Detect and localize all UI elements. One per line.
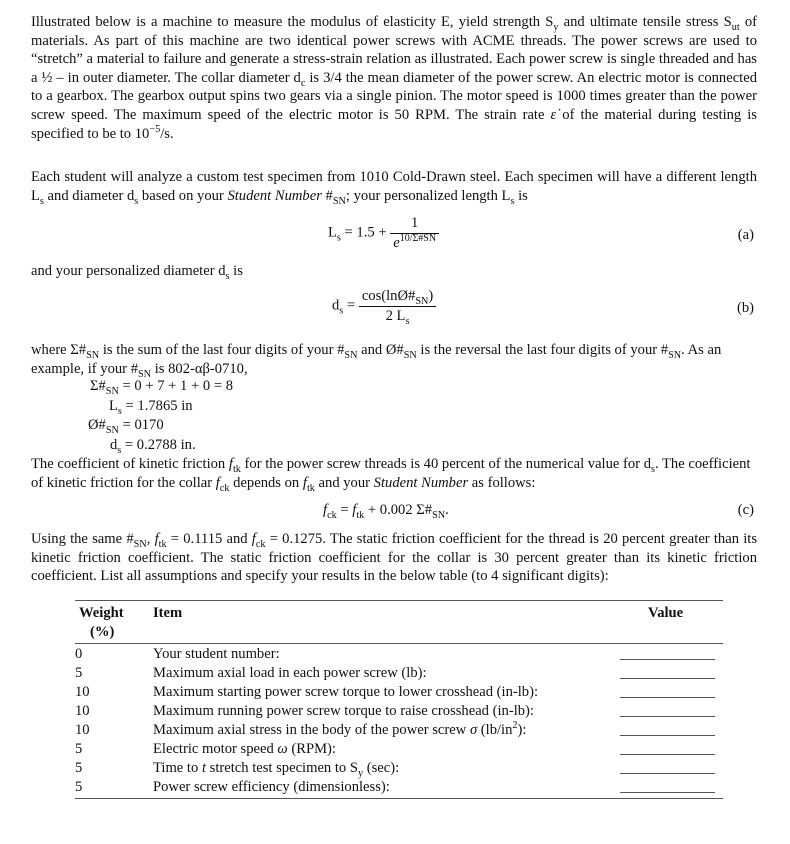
row-weight: 10 [75,722,90,738]
header-item: Item [153,605,183,621]
equation-a-label: (a) [737,227,754,243]
using-paragraph: Using the same $\#_{SN}$, $f_{tk} = 0.1115$ and $f_{ck} = 0.1275$. The static friction coefficient for the thread is 20 percent greater than its kinetic friction coefficient. The static friction coefficient for the collar is 30 percent greater than its kinetic friction coefficient. List all assumptions and specify your results in the below table (to 4 significant digits): [31,531,757,585]
value-blank[interactable] [620,759,715,774]
intro-paragraph: Illustrated below is a machine to measure the modulus of elasticity E, yield strength $S_y$ and ultimate tensile stress $S_{ut}$ of materials. As part of this machine are two identical power screws with ACME threads. The power screws are used to “stretch” a material to failure and generate a stress-strain relation as illustrated. Each power screw is single threaded and has a ½ – in outer diameter. The collar diameter $d_c$ is 3/4 the mean diameter of the power screw. An electric motor is connected to a gearbox. The gearbox output spins two gears via a single pinion. The motor speed is 1000 times greater than the power screw speed. The maximum speed of the electric motor is 50 RPM. The strain rate ε̇ of the material during testing is specified to be to $10^{-5}/s$. [31,14,757,142]
example-diameter: $d_s = 0.2788$ in. [110,437,196,456]
row-weight: 5 [75,665,83,681]
row-weight: 0 [75,646,83,662]
value-blank[interactable] [620,721,715,736]
value-blank[interactable] [620,702,715,717]
table-top-rule [75,600,723,601]
header-weight: Weight [79,605,124,621]
equation-b-label: (b) [736,300,754,316]
table-row [75,740,723,758]
row-item: Maximum axial load in each power screw (lb): [153,665,427,681]
table-row [75,721,723,739]
row-weight: 5 [75,760,83,776]
friction-paragraph: The coefficient of kinetic friction $f_{tk}$ for the power screw threads is 40 percent of the numerical value for $d_s$. The coefficient of kinetic friction for the collar $f_{ck}$ depends on $f_{tk}$ and your Student Number as follows: [31,456,751,494]
equation-a: $L_s = 1.5$ + $\frac{1}{e^{10/\Sigma\#SN}}$ [328,214,439,252]
row-weight: 10 [75,703,90,719]
specimen-paragraph: Each student will analyze a custom test specimen from 1010 Cold-Drawn steel. Each specimen will have a different length $L_s$ and diameter $d_s$ based on your Student Number $\#_{SN}$; your personalized length $L_s$ is [31,169,757,207]
where-paragraph: where $\Sigma\#_{SN}$ is the sum of the last four digits of your $\#_{SN}$ and $Ø\#_{SN}$ is the reversal the last four digits of your $\#_{SN}$. As an example, if your $\#_{SN}$ is 802-αβ-0710, [31,342,722,380]
header-weight-unit: (%) [90,624,115,640]
row-item: Time to t stretch test specimen to $S_y$ (sec): [153,760,400,779]
row-weight: 10 [75,684,90,700]
table-row [75,778,723,796]
equation-b: $d_s$ = $\frac{\cos(\ln Ø\#_{SN})}{2 L_s}$ [332,287,436,325]
row-item: Maximum axial stress in the body of the power screw σ $(lb/in^2)$: [153,720,527,738]
example-reversal: $Ø\#_{SN} = 0170$ [88,417,164,436]
example-sum: $\Sigma\#_{SN} = 0 + 7 + 1 + 0 = 8$ [90,378,233,397]
diameter-intro: and your personalized diameter $d_s$ is [31,263,243,282]
row-item: Maximum starting power screw torque to lower crosshead (in-lb): [153,684,539,700]
row-item: Power screw efficiency (dimensionless): [153,779,390,795]
table-row [75,645,723,663]
equation-c: $f_{ck} = f_{tk} + 0.002$ $\Sigma\#_{SN}$. [323,502,449,521]
row-item: Maximum running power screw torque to raise crosshead (in-lb): [153,703,534,719]
table-row [75,702,723,720]
example-length: $L_s = 1.7865$ in [109,398,193,417]
value-blank[interactable] [620,740,715,755]
value-blank[interactable] [620,664,715,679]
value-blank[interactable] [620,645,715,660]
header-value: Value [648,605,684,621]
equation-c-label: (c) [737,502,754,518]
value-blank[interactable] [620,683,715,698]
table-row [75,759,723,777]
table-header-rule [75,643,723,644]
row-item: Electric motor speed ω (RPM): [153,741,336,757]
table-row [75,683,723,701]
value-blank[interactable] [620,778,715,793]
table-row [75,664,723,682]
table-bottom-rule [75,798,723,799]
row-weight: 5 [75,779,83,795]
row-weight: 5 [75,741,83,757]
row-item: Your student number: [153,646,280,662]
